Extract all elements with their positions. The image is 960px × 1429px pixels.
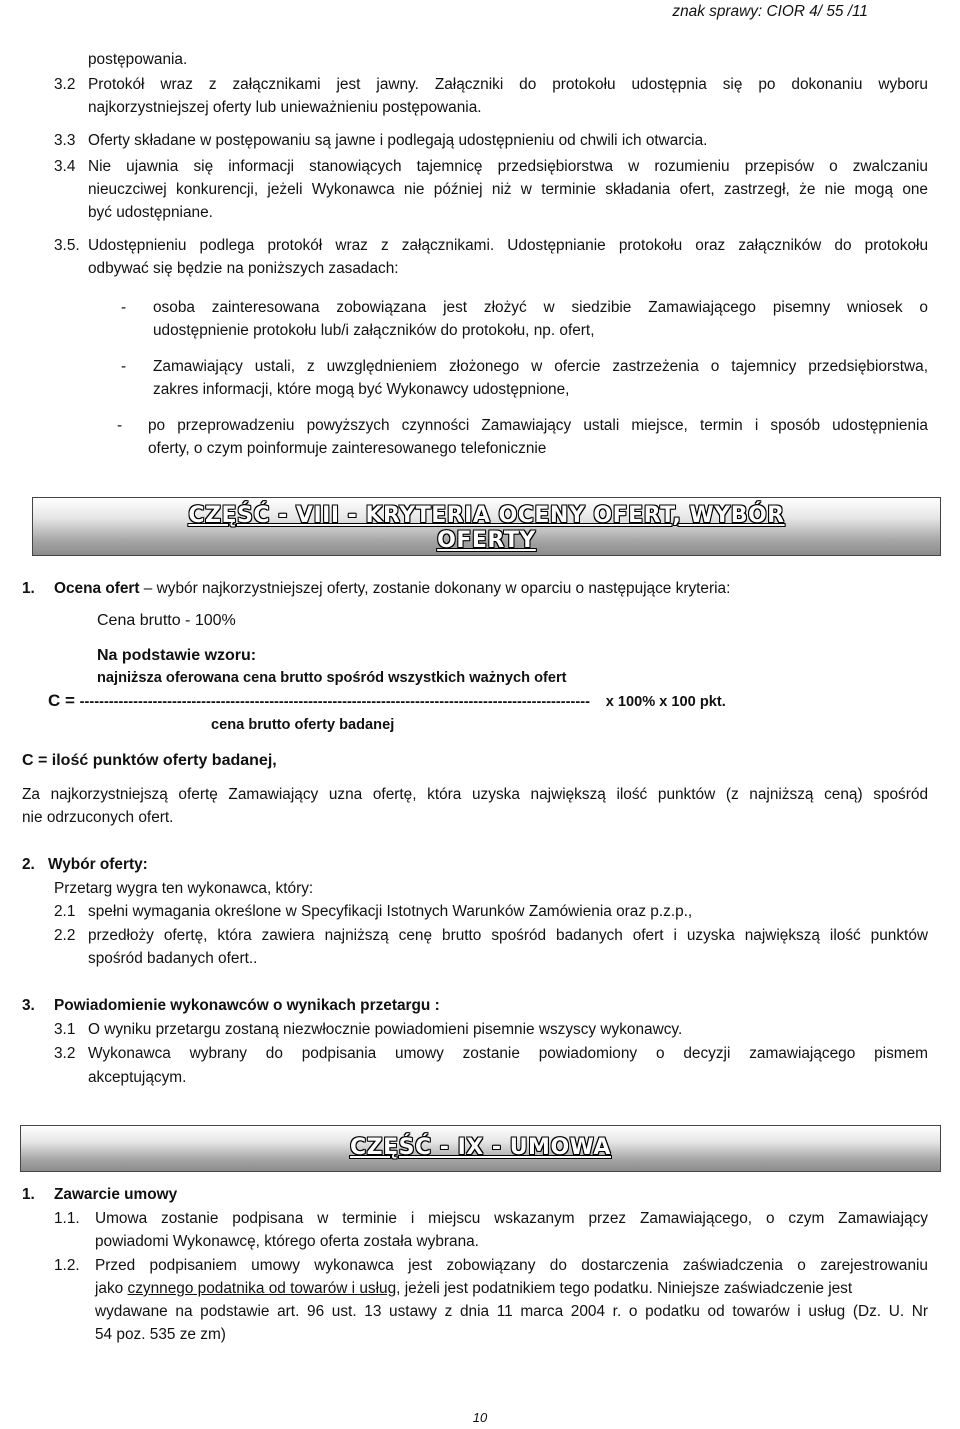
bullet-3-line-2: oferty, o czym poinformuje zainteresowanego telefonicznie <box>148 440 547 457</box>
vat-payer-phrase: czynnego podatnika od towarów i usług <box>127 1280 397 1297</box>
item-number-1: 1. <box>22 580 35 597</box>
item-1-2-jako: jako <box>95 1280 128 1297</box>
banner-title-line-2: OFERTY <box>437 528 536 553</box>
criteria-intro <box>54 577 730 600</box>
section-banner-ix <box>20 1125 941 1172</box>
formula-denominator: cena brutto oferty badanej <box>211 717 395 733</box>
bullet-3-line-1: po przeprowadzeniu powyższych czynności Zamawiający ustali miejsce, termin i sposób udostępnienia <box>148 417 928 434</box>
formula-multiplier: x 100% x 100 pkt. <box>601 694 726 710</box>
formula-heading: Na podstawie wzoru: <box>97 647 257 664</box>
section-banner-viii <box>32 497 941 556</box>
item-number-1-1: 1.1. <box>54 1210 80 1227</box>
item-2-title: Wybór oferty: <box>48 856 148 873</box>
formula-numerator: najniższa oferowana cena brutto spośród wszystkich ważnych ofert <box>97 670 567 686</box>
item-1-2-line-4: 54 poz. 535 ze zm) <box>95 1326 226 1343</box>
item-number-1-2: 1.2. <box>54 1257 80 1274</box>
paragraph-3-4-line-1: Nie ujawnia się informacji stanowiących tajemnicę przedsiębiorstwa w rozumieniu przepisów o zwalczaniu <box>88 158 928 175</box>
page-number: 10 <box>472 1410 488 1425</box>
bullet-2-line-2: zakres informacji, które mogą być Wykonawcy udostępnione, <box>153 381 570 398</box>
winner-paragraph-line-2: nie odrzuconych ofert. <box>22 809 174 826</box>
bullet-2-line-1: Zamawiający ustali, z uwzględnieniem złożonego w ofercie zastrzeżenia o tajemnicy przedsiębiorstwa, <box>153 358 928 375</box>
item-1-2-line-2 <box>95 1277 928 1300</box>
paragraph-continuation: postępowania. <box>88 51 188 68</box>
item-3-2-line-1: Wykonawca wybrany do podpisania umowy zostanie powiadomiony o decyzji zamawiającego pismem <box>88 1045 928 1062</box>
banner-title-line-1: CZĘŚĆ - VIII - KRYTERIA OCENY OFERT, WYBÓR <box>188 503 785 528</box>
item-2-intro: Przetarg wygra ten wykonawca, który: <box>54 880 314 897</box>
bullet-1-line-2: udostępnienie protokołu lub/i załączników do protokołu, np. ofert, <box>153 322 595 339</box>
item-1-2-line-3: wydawane na podstawie art. 96 ust. 13 ustawy z dnia 11 marca 2004 r. o podatku od towarów i usług (Dz. U. Nr <box>95 1303 928 1320</box>
winner-paragraph-line-1: Za najkorzystniejszą ofertę Zamawiający uzna ofertę, która uzyska największą ilość punktów (z najniższą ceną) spośród <box>22 786 928 803</box>
item-1-1-line-2: powiadomi Wykonawcę, którego oferta została wybrana. <box>95 1233 479 1250</box>
item-number-2-1: 2.1 <box>54 903 76 920</box>
formula-fraction-bar: --------------------------------------------------------------------------------------------------------- <box>79 694 590 710</box>
item-3-title: Powiadomienie wykonawców o wynikach przetargu : <box>54 997 440 1014</box>
item-number-3-1: 3.1 <box>54 1021 76 1038</box>
paragraph-3-3-line-1: Oferty składane w postępowaniu są jawne i podlegają udostępnieniu od chwili ich otwarcia. <box>88 132 708 149</box>
criteria-title: Ocena ofert <box>54 580 140 597</box>
paragraph-3-5-line-1: Udostępnieniu podlega protokół wraz z załącznikami. Udostępnianie protokołu oraz załączników do protokołu <box>88 237 928 254</box>
item-1-2-line-2-rest: , jeżeli jest podatnikiem tego podatku. Niniejsze zaświadczenie jest <box>396 1280 853 1297</box>
item-number-3-4: 3.4 <box>54 158 76 175</box>
formula-lhs: C = <box>48 691 80 710</box>
item-number-3-3: 3.3 <box>54 132 76 149</box>
item-3-2-line-2: akceptującym. <box>88 1069 187 1086</box>
paragraph-3-4-line-3: być udostępniane. <box>88 204 213 221</box>
item-number-3-2: 3.2 <box>54 76 76 93</box>
item-1-2-line-1: Przed podpisaniem umowy wykonawca jest zobowiązany do dostarczenia zaświadczenia o zarejestrowaniu <box>95 1257 928 1274</box>
formula-line <box>48 690 726 713</box>
item-number-3: 3. <box>22 997 35 1014</box>
item-2-2-line-2: spośród badanych ofert.. <box>88 950 258 967</box>
banner-title: CZĘŚĆ - IX - UMOWA <box>350 1135 611 1160</box>
item-number-2: 2. <box>22 856 35 873</box>
bullet-dash: - <box>121 299 127 316</box>
paragraph-3-5-line-2: odbywać się będzie na poniższych zasadach: <box>88 260 399 277</box>
item-2-1-text: spełni wymagania określone w Specyfikacji Istotnych Warunków Zamówienia oraz p.z.p., <box>88 903 693 920</box>
criteria-text: – wybór najkorzystniejszej oferty, zostanie dokonany w oparciu o następujące kryteria: <box>139 580 731 597</box>
item-number-1: 1. <box>22 1186 35 1203</box>
bullet-1-line-1: osoba zainteresowana zobowiązana jest złożyć w siedzibie Zamawiającego pisemny wniosek o <box>153 299 928 316</box>
paragraph-3-4-line-2: nieuczciwej konkurencji, jeżeli Wykonawca nie później niż w terminie składania ofert, zastrzegł, że nie mogą one <box>88 181 928 198</box>
criterion-price: Cena brutto - 100% <box>97 612 236 629</box>
item-1-1-line-1: Umowa zostanie podpisana w terminie i miejscu wskazanym przez Zamawiającego, o czym Zamawiający <box>95 1210 928 1227</box>
case-reference: znak sprawy: CIOR 4/ 55 /11 <box>672 3 868 20</box>
item-number-3-5: 3.5. <box>54 237 80 254</box>
contract-title: Zawarcie umowy <box>54 1186 178 1203</box>
item-number-2-2: 2.2 <box>54 927 76 944</box>
item-3-1-text: O wyniku przetargu zostaną niezwłocznie powiadomieni pisemnie wszyscy wykonawcy. <box>88 1021 683 1038</box>
paragraph-3-2-line-2: najkorzystniejszej oferty lub unieważnieniu postępowania. <box>88 99 482 116</box>
bullet-dash: - <box>117 417 123 434</box>
paragraph-3-2-line-1: Protokół wraz z załącznikami jest jawny. Załączniki do protokołu udostępnia się po dokonaniu wyboru <box>88 76 928 93</box>
item-number-3-2b: 3.2 <box>54 1045 76 1062</box>
bullet-dash: - <box>121 358 127 375</box>
item-2-2-line-1: przedłoży ofertę, która zawiera najniższą cenę brutto spośród badanych ofert i uzyska największą ilość punktów <box>88 927 928 944</box>
formula-definition: C = ilość punktów oferty badanej, <box>22 752 277 769</box>
